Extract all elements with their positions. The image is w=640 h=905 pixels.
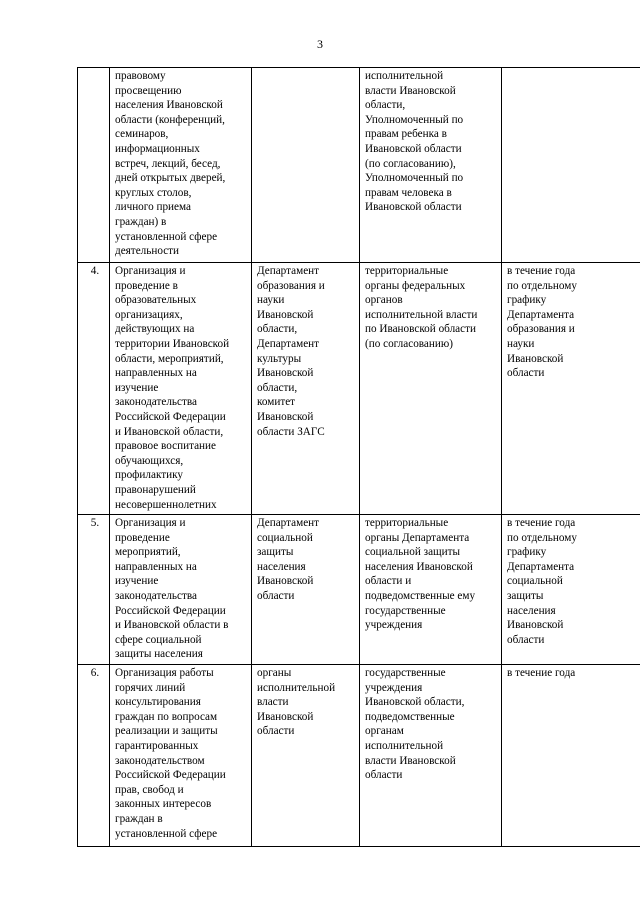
term-cell: в течение года по отдельному графику Департамента образования и науки Ивановской области	[502, 263, 640, 515]
coexecutors-cell: территориальные органы федеральных органов исполнительной власти по Ивановской области (по согласованию)	[360, 263, 502, 515]
coexecutors-cell: территориальные органы Департамента социальной защиты населения Ивановской области и подведомственные ему государственные учреждения	[360, 515, 502, 665]
table-row	[78, 515, 640, 665]
term-cell	[502, 68, 640, 263]
executor-cell	[252, 68, 360, 263]
coexecutors-cell: исполнительной власти Ивановской области, Уполномоченный по правам ребенка в Ивановской области (по согласованию), Уполномоченный по правам человека в Ивановской области	[360, 68, 502, 263]
term-cell: в течение года	[502, 665, 640, 847]
event-cell: Организация и проведение в образовательных организациях, действующих на территории Ивановской области, мероприятий, направленных на изучение законодательства Российской Федерации и Ивановской области, правовое воспитание обучающихся, профилактику правонарушений несовершеннолетних	[110, 263, 252, 515]
event-cell: Организация работы горячих линий консультирования граждан по вопросам реализации и защиты гарантированных законодательством Российской Федерации прав, свобод и законных интересов граждан в установленной сфере	[110, 665, 252, 847]
term-cell: в течение года по отдельному графику Департамента социальной защиты населения Ивановской области	[502, 515, 640, 665]
table-row	[78, 263, 640, 515]
event-cell: правовому просвещению населения Ивановской области (конференций, семинаров, информационных встреч, лекций, бесед, дней открытых дверей, круглых столов, личного приема граждан) в установленной сфере деятельности	[110, 68, 252, 263]
table-row	[78, 665, 640, 847]
row-number-cell: 6.	[78, 665, 110, 847]
event-cell: Организация и проведение мероприятий, направленных на изучение законодательства Российской Федерации и Ивановской области в сфере социальной защиты населения	[110, 515, 252, 665]
row-number-cell	[78, 68, 110, 263]
executor-cell: органы исполнительной власти Ивановской области	[252, 665, 360, 847]
table-row	[78, 68, 640, 263]
executor-cell: Департамент образования и науки Ивановской области, Департамент культуры Ивановской области, комитет Ивановской области ЗАГС	[252, 263, 360, 515]
events-table	[77, 67, 640, 847]
row-number-cell: 5.	[78, 515, 110, 665]
row-number-cell: 4.	[78, 263, 110, 515]
executor-cell: Департамент социальной защиты населения Ивановской области	[252, 515, 360, 665]
page-number: 3	[317, 37, 323, 51]
coexecutors-cell: государственные учреждения Ивановской области, подведомственные органам исполнительной власти Ивановской области	[360, 665, 502, 847]
